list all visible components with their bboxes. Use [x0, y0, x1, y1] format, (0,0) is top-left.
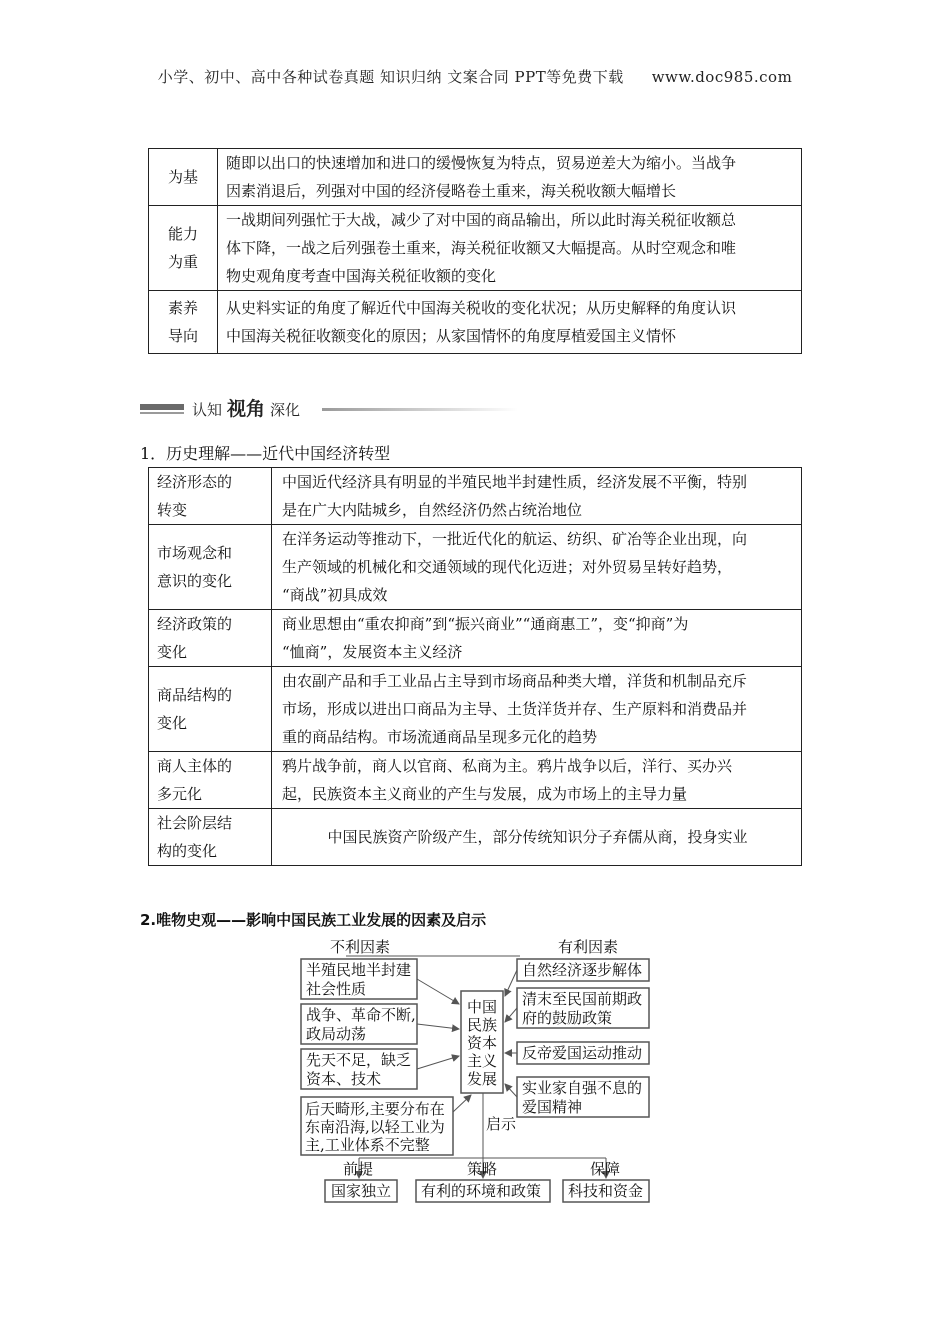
row-line: 起，民族资本主义商业的产生与发展，成为市场上的主导力量: [282, 785, 688, 803]
row-line: 中国民族资产阶级产生，部分传统知识分子弃儒从商，投身实业: [327, 828, 748, 846]
row-key: [149, 149, 218, 206]
unfavorable-text: 社会性质: [306, 980, 367, 998]
table-row: [149, 206, 802, 291]
enlightenment-label: 启示: [486, 1115, 517, 1133]
row-key-text: 构的变化: [157, 842, 218, 860]
banner-line: [322, 408, 518, 411]
row-line: “商战”初具成效: [282, 586, 388, 604]
table-row: [149, 468, 802, 525]
row-value: [218, 206, 802, 291]
row-key: [149, 809, 272, 866]
unfavorable-title: 不利因素: [330, 938, 391, 956]
unfavorable-text: 后天畸形,主要分布在: [305, 1100, 445, 1118]
unfavorable-text: 半殖民地半封建: [306, 961, 412, 979]
banner-bar-thin: [140, 412, 184, 414]
row-key-text: 素养: [167, 299, 198, 317]
banner-mid: 视角: [227, 398, 266, 420]
row-key-text: 商品结构的: [157, 686, 233, 704]
row-value: [272, 809, 802, 866]
favorable-text: 自然经济逐步解体: [522, 961, 643, 979]
unfavorable-text: 资本、技术: [306, 1070, 382, 1088]
row-line: 市场，形成以进出口商品为主导、土货洋货并存、生产原料和消费品并: [282, 700, 748, 718]
unfavorable-text: 政局动荡: [306, 1025, 367, 1043]
row-key: [149, 206, 218, 291]
arrow-connector: [505, 970, 517, 996]
table-row: [149, 752, 802, 809]
row-value: [272, 610, 802, 667]
row-key-text: 导向: [167, 327, 198, 345]
center-text: 中国: [467, 998, 498, 1016]
banner-bar: [140, 404, 184, 410]
row-line: “恤商”，发展资本主义经济: [282, 643, 463, 661]
center-text: 民族: [467, 1016, 498, 1034]
table-row: [149, 149, 802, 206]
row-value: [272, 525, 802, 610]
row-line: 商业思想由“重农抑商”到“振兴商业”“通商惠工”，变“抑商”为: [282, 615, 689, 633]
row-line: 体下降，一战之后列强卷土重来，海关税征收额又大幅提高。从时空观念和唯: [226, 239, 737, 257]
row-key-text: 市场观念和: [157, 544, 233, 562]
row-line: 由农副产品和手工业品占主导到市场商品种类大增，洋货和机制品充斥: [282, 672, 748, 690]
row-line: 是在广大内陆城乡，自然经济仍然占统治地位: [282, 501, 583, 519]
center-text: 发展: [467, 1070, 498, 1088]
branch-box-text: 科技和资金: [568, 1182, 644, 1200]
section-banner: [140, 382, 520, 426]
arrow-connector: [417, 979, 459, 1004]
row-value: [272, 752, 802, 809]
branch-label: 保障: [590, 1160, 621, 1178]
banner-left: 认知: [192, 401, 223, 419]
branch-box-text: 有利的环境和政策: [421, 1182, 542, 1200]
favorable-text: 实业家自强不息的: [522, 1079, 643, 1097]
unfavorable-text: 战争、革命不断,: [306, 1006, 416, 1024]
row-key: [149, 667, 272, 752]
row-key-text: 商人主体的: [157, 757, 233, 775]
row-value: [218, 149, 802, 206]
row-key-text: 为基: [167, 168, 198, 186]
factors-diagram: [296, 932, 656, 1208]
banner-text: [192, 394, 300, 421]
row-line: 中国近代经济具有明显的半殖民地半封建性质，经济发展不平衡，特别: [282, 473, 748, 491]
page-header: [0, 66, 950, 87]
favorable-text: 清末至民国前期政: [522, 990, 643, 1008]
row-key-text: 变化: [157, 714, 188, 732]
row-line: 一战期间列强忙于大战，减少了对中国的商品输出，所以此时海关税征收额总: [226, 211, 737, 229]
section-title: 1．历史理解——近代中国经济转型: [140, 444, 391, 463]
unfavorable-text: 主,工业体系不完整: [305, 1136, 430, 1154]
center-text: 资本: [467, 1034, 498, 1052]
banner-right: 深化: [270, 401, 301, 419]
row-key-text: 多元化: [157, 785, 203, 803]
arrow-connector: [417, 1024, 459, 1029]
row-line: 在洋务运动等推动下，一批近代化的航运、纺织、矿冶等企业出现，向: [282, 530, 748, 548]
unfavorable-text: 东南沿海,以轻工业为: [305, 1118, 445, 1136]
row-line: 鸦片战争前，商人以官商、私商为主。鸦片战争以后，洋行、买办兴: [282, 757, 733, 775]
favorable-title: 有利因素: [558, 938, 619, 956]
arrow-connector: [453, 1095, 471, 1112]
row-key-text: 意识的变化: [157, 572, 233, 590]
row-line: 生产领域的机械化和交通领域的现代化迈进；对外贸易呈转好趋势，: [282, 558, 733, 576]
row-key-text: 为重: [167, 253, 198, 271]
row-key: [149, 468, 272, 525]
row-line: 重的商品结构。市场流通商品呈现多元化的趋势: [282, 728, 598, 746]
row-line: 随即以出口的快速增加和进口的缓慢恢复为特点，贸易逆差大为缩小。当战争: [226, 154, 737, 172]
table-row: [149, 525, 802, 610]
header-url[interactable]: www.doc985.com: [651, 68, 793, 86]
favorable-text: 府的鼓励政策: [522, 1009, 613, 1027]
row-value: [272, 667, 802, 752]
branch-label: 策略: [467, 1160, 498, 1178]
row-key-text: 转变: [157, 501, 188, 519]
row-key: [149, 752, 272, 809]
branch-label: 前提: [343, 1160, 374, 1178]
row-key-text: 能力: [167, 225, 198, 243]
row-line: 中国海关税征收额变化的原因；从家国情怀的角度厚植爱国主义情怀: [226, 327, 677, 345]
row-key: [149, 291, 218, 354]
row-key-text: 变化: [157, 643, 188, 661]
table-row: [149, 809, 802, 866]
row-value: [218, 291, 802, 354]
row-line: 从史料实证的角度了解近代中国海关税收的变化状况；从历史解释的角度认识: [226, 299, 737, 317]
row-value: [272, 468, 802, 525]
row-key: [149, 525, 272, 610]
table-row: [149, 610, 802, 667]
branch-box-text: 国家独立: [331, 1182, 392, 1200]
table-row: [149, 291, 802, 354]
economy-table: [148, 467, 802, 866]
arrow-connector: [505, 1084, 517, 1097]
row-key-text: 经济政策的: [157, 615, 233, 633]
row-key: [149, 610, 272, 667]
row-key-text: 社会阶层结: [157, 814, 233, 832]
arrow-connector: [417, 1056, 459, 1069]
objectives-table: [148, 148, 802, 354]
header-text: 小学、初中、高中各种试卷真题 知识归纳 文案合同 PPT等免费下载: [157, 68, 624, 86]
section-title: 2.唯物史观——影响中国民族工业发展的因素及启示: [140, 911, 487, 929]
row-line: 物史观角度考查中国海关税征收额的变化: [226, 267, 497, 285]
arrow-connector: [505, 1008, 517, 1022]
row-line: 因素消退后，列强对中国的经济侵略卷土重来，海关税收额大幅增长: [226, 182, 677, 200]
center-text: 主义: [467, 1052, 498, 1070]
table-row: [149, 667, 802, 752]
row-key-text: 经济形态的: [157, 473, 233, 491]
favorable-text: 爱国精神: [522, 1098, 583, 1116]
unfavorable-text: 先天不足，缺乏: [306, 1051, 412, 1069]
favorable-text: 反帝爱国运动推动: [522, 1044, 643, 1062]
